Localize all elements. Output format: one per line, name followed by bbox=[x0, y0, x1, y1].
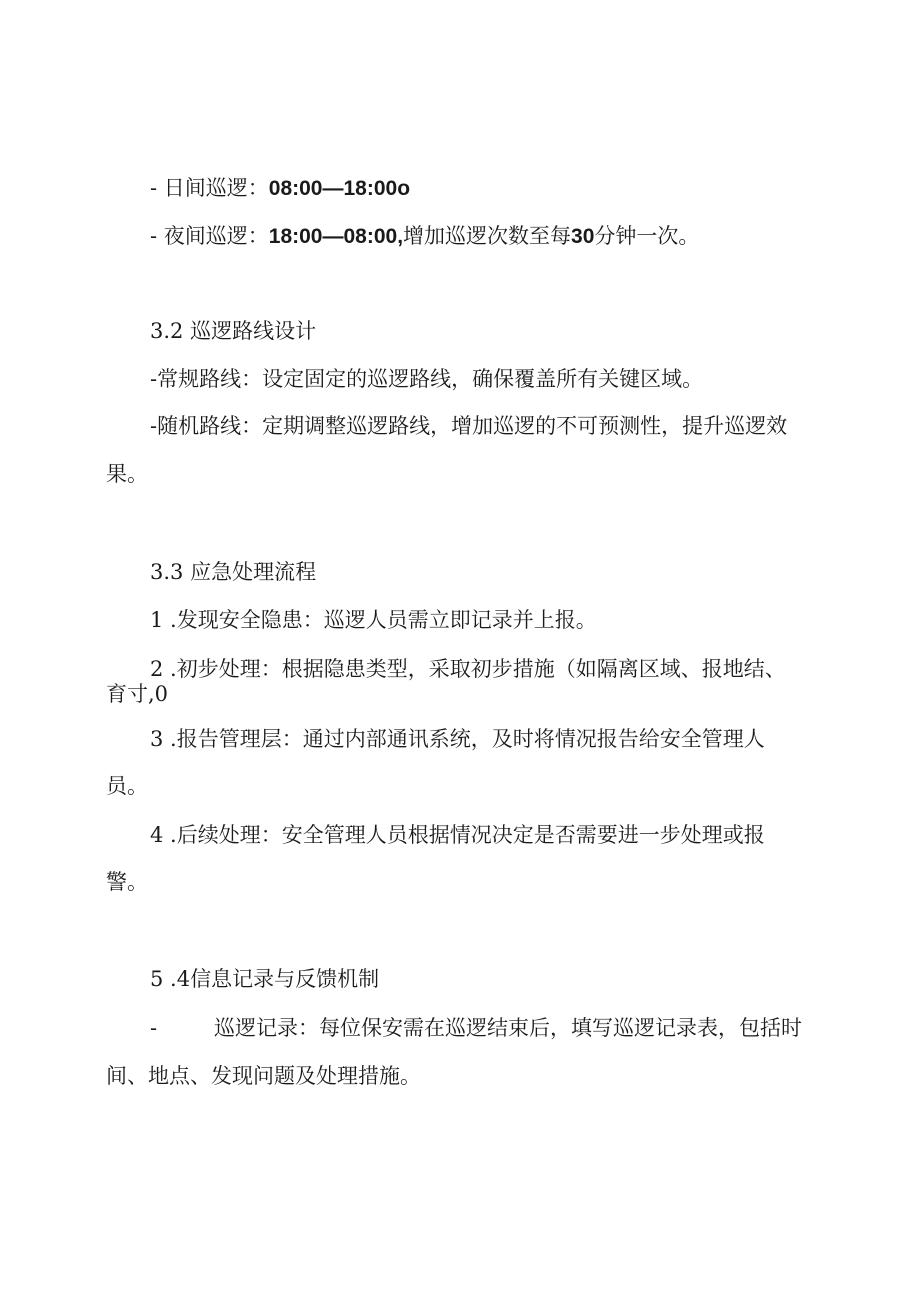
step-4-text-2: 警。 bbox=[106, 870, 148, 894]
record-text-2: 间、地点、发现问题及处理措施。 bbox=[106, 1064, 421, 1088]
night-patrol-text: 增加巡逻次数至每 bbox=[403, 224, 572, 248]
day-patrol-line bbox=[150, 178, 410, 199]
step-3-text-2: 员。 bbox=[106, 774, 148, 798]
step-4-text-1: 4 .后续处理：安全管理人员根据情况决定是否需要进一步处理或报 bbox=[150, 823, 765, 847]
random-route-text-1: -随机路线：定期调整巡逻路线，增加巡逻的不可预测性，提升巡逻效 bbox=[150, 414, 788, 438]
record-text-1: 巡逻记录：每位保安需在巡逻结束后，填写巡逻记录表，包括时 bbox=[214, 1016, 802, 1040]
step-2-text-1: 2 .初步处理：根据隐患类型，采取初步措施（如隔离区域、报地结、 bbox=[150, 657, 786, 681]
record-dash: - bbox=[150, 1016, 158, 1040]
step-3-text-1: 3 .报告管理层：通过内部通讯系统，及时将情况报告给安全管理人 bbox=[150, 727, 765, 751]
regular-route-text: -常规路线：设定固定的巡逻路线，确保覆盖所有关键区域。 bbox=[150, 367, 704, 391]
step-2-text-2: 育寸,0 bbox=[106, 682, 169, 706]
section-heading-3-2: 3.2 巡逻路线设计 bbox=[150, 319, 317, 343]
night-patrol-time: 18:00—08:00, bbox=[268, 225, 404, 248]
night-patrol-line bbox=[150, 226, 699, 247]
night-patrol-count: 30 bbox=[571, 225, 595, 248]
day-patrol-time: 08:00—18:00o bbox=[268, 177, 411, 200]
step-1-text: 1 .发现安全隐患：巡逻人员需立即记录并上报。 bbox=[150, 608, 597, 632]
section-heading-3-3: 3.3 应急处理流程 bbox=[150, 560, 317, 584]
random-route-text-2: 果。 bbox=[106, 462, 148, 486]
night-patrol-suffix: 分钟一次。 bbox=[594, 224, 700, 248]
section-heading-5-4: 5 .4信息记录与反馈机制 bbox=[150, 967, 380, 991]
night-patrol-label: - 夜间巡逻： bbox=[150, 224, 269, 248]
day-patrol-label: - 日间巡逻： bbox=[150, 176, 269, 200]
